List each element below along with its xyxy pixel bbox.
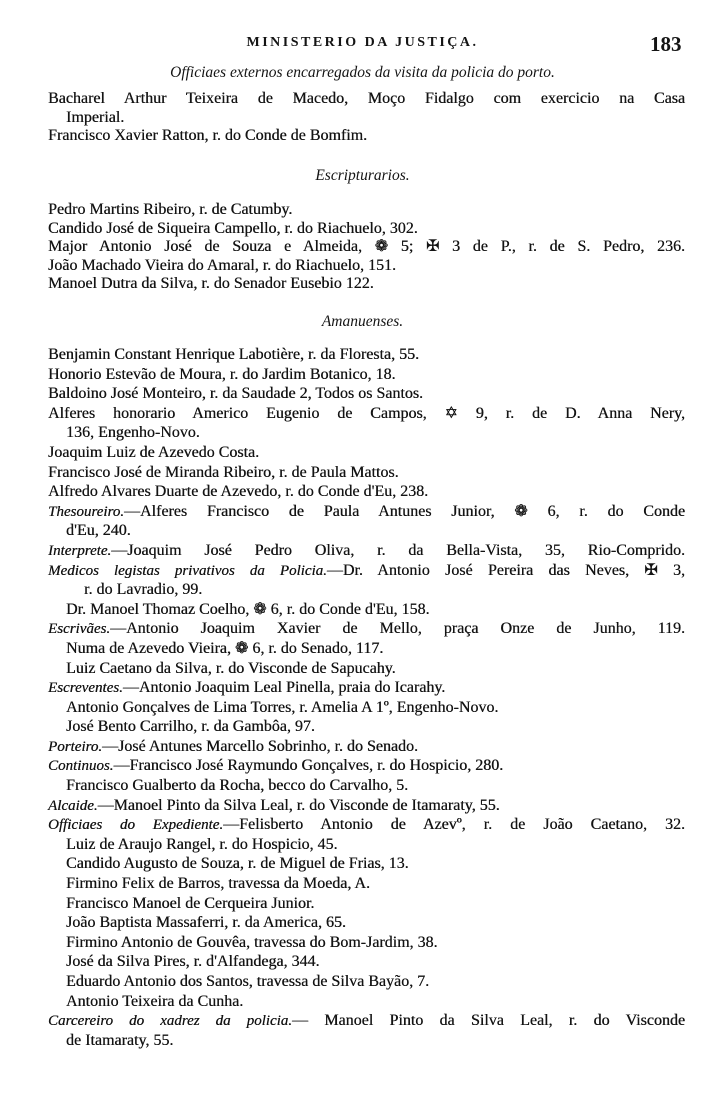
entry-text: Alferes honorario Americo Eugenio de Campos, ✡ 9, r. de D. Anna Nery, xyxy=(48,404,685,422)
entry-line: Candido José de Siqueira Campello, r. do Riachuelo, 302. xyxy=(48,219,418,237)
entry-line xyxy=(48,345,685,365)
entry-line xyxy=(48,580,685,600)
entry-line xyxy=(48,384,685,404)
entry-line xyxy=(48,756,685,776)
entry-role-label: Alcaide. xyxy=(48,797,98,814)
entry-text: Francisco José de Miranda Ribeiro, r. de Paula Mattos. xyxy=(48,463,399,481)
entry-role-label: Continuos. xyxy=(48,758,114,775)
entry-line xyxy=(48,639,685,659)
entry-line xyxy=(48,698,685,718)
entry-line: Manoel Dutra da Silva, r. do Senador Eusebio 122. xyxy=(48,275,374,292)
entry-line xyxy=(48,737,685,757)
entry-text: r. do Lavradio, 99. xyxy=(84,581,203,599)
entry-text: Antonio Gonçalves de Lima Torres, r. Amelia A 1º, Engenho-Novo. xyxy=(66,698,499,716)
entry-text: José da Silva Pires, r. d'Alfandega, 344. xyxy=(66,953,320,971)
entry-role-label: Escrivães. xyxy=(48,621,111,638)
entry-text: Francisco Gualberto da Rocha, becco do Carvalho, 5. xyxy=(66,777,409,795)
entry-line xyxy=(48,933,685,953)
entry-line xyxy=(48,423,685,443)
entry-line xyxy=(48,1031,685,1051)
entry-line xyxy=(48,659,685,679)
entry-line xyxy=(48,404,685,424)
entry-line xyxy=(48,894,685,914)
section-officiaes-externos xyxy=(48,90,685,146)
entry-text: —Alferes Francisco de Paula Antunes Junior, ❁ 6, r. do Conde xyxy=(123,502,685,520)
entry-line xyxy=(48,796,685,816)
entry-line xyxy=(48,874,685,894)
entry-text: Alfredo Alvares Duarte de Azevedo, r. do Conde d'Eu, 238. xyxy=(48,483,429,501)
entry-line: Pedro Martins Ribeiro, r. de Catumby. xyxy=(48,201,293,218)
entry-line xyxy=(48,443,685,463)
entry-role-label: Porteiro. xyxy=(48,738,103,755)
entry-role-label: Interprete. xyxy=(48,542,112,559)
section-heading-officiaes-externos: Officiaes externos encarregados da visita da policia do porto. xyxy=(170,64,555,81)
entry-text: — Manoel Pinto da Silva Leal, r. do Visconde xyxy=(291,1012,685,1030)
entry-line xyxy=(48,776,685,796)
entry-line xyxy=(48,561,685,581)
entry-text: Honorio Estevão de Moura, r. do Jardim Botanico, 18. xyxy=(48,365,396,383)
entry-line xyxy=(48,854,685,874)
section-heading-escripturarios: Escripturarios. xyxy=(315,167,410,184)
section-amanuenses xyxy=(48,345,685,1050)
entry-line: Major Antonio José de Souza e Almeida, ❁ 5; ✠ 3 de P., r. de S. Pedro, 236. xyxy=(48,238,685,255)
entry-text: —Antonio Joaquim Leal Pinella, praia do Icarahy. xyxy=(122,679,446,697)
entry-line: Francisco Xavier Ratton, r. do Conde de Bomfim. xyxy=(48,127,368,144)
entry-text: Dr. Manoel Thomaz Coelho, ❁ 6, r. do Conde d'Eu, 158. xyxy=(66,600,430,618)
entry-text: 136, Engenho-Novo. xyxy=(66,424,200,442)
entry-text: Firmino Antonio de Gouvêa, travessa do Bom-Jardim, 38. xyxy=(66,933,438,951)
entry-line xyxy=(48,952,685,972)
entry-text: —Felisberto Antonio de Azevº, r. de João Caetano, 32. xyxy=(223,816,685,834)
entry-text: Numa de Azevedo Vieira, ❁ 6, r. do Senado, 117. xyxy=(66,639,384,657)
entry-text: Eduardo Antonio dos Santos, travessa de Silva Bayão, 7. xyxy=(66,973,430,990)
entry-line xyxy=(48,365,685,385)
entry-line xyxy=(48,717,685,737)
entry-text: d'Eu, 240. xyxy=(66,522,131,540)
entry-role-label: Medicos legistas privativos da Policia. xyxy=(48,562,327,579)
entry-line xyxy=(48,678,685,698)
entry-line xyxy=(48,482,685,502)
entry-role-label: Escreventes. xyxy=(48,680,123,697)
entry-line: Imperial. xyxy=(66,108,125,126)
entry-text: Luiz de Araujo Rangel, r. do Hospicio, 45. xyxy=(66,835,338,853)
entry-text: —Dr. Antonio José Pereira das Neves, ✠ 3, xyxy=(326,561,685,579)
entry-text: Benjamin Constant Henrique Labotière, r. da Floresta, 55. xyxy=(48,346,420,363)
entry-text: —José Antunes Marcello Sobrinho, r. do Senado. xyxy=(102,737,418,755)
entry-text: —Francisco José Raymundo Gonçalves, r. do Hospicio, 280. xyxy=(113,757,504,775)
entry-text: —Joaquim José Pedro Oliva, r. da Bella-Vista, 35, Rio-Comprido. xyxy=(111,541,685,559)
entry-role-label: Carcereiro do xadrez da policia. xyxy=(48,1013,292,1030)
section-heading-amanuenses: Amanuenses. xyxy=(321,313,404,330)
entry-text: Firmino Felix de Barros, travessa da Moeda, A. xyxy=(66,875,370,893)
entry-line xyxy=(48,972,685,992)
entry-line: Bacharel Arthur Teixeira de Macedo, Moço Fidalgo com exercicio na Casa xyxy=(48,90,685,107)
entry-text: Luiz Caetano da Silva, r. do Visconde de Sapucahy. xyxy=(66,659,396,677)
entry-line xyxy=(48,835,685,855)
entry-role-label: Officiaes do Expediente. xyxy=(48,817,224,834)
entry-line xyxy=(48,1011,685,1031)
entry-text: de Itamaraty, 55. xyxy=(66,1031,174,1049)
entry-line xyxy=(48,502,685,522)
entry-text: Francisco Manoel de Cerqueira Junior. xyxy=(66,894,315,912)
entry-text: —Antonio Joaquim Xavier de Mello, praça Onze de Junho, 119. xyxy=(110,620,685,638)
entry-text: João Baptista Massaferri, r. da America, 65. xyxy=(66,914,346,932)
entry-text: José Bento Carrilho, r. da Gambôa, 97. xyxy=(66,718,315,736)
entry-line xyxy=(48,913,685,933)
entry-line xyxy=(48,992,685,1012)
entry-text: Antonio Teixeira da Cunha. xyxy=(66,992,244,1010)
entry-line xyxy=(48,619,685,639)
entry-line xyxy=(48,463,685,483)
entry-line: João Machado Vieira do Amaral, r. do Riachuelo, 151. xyxy=(48,256,396,274)
entry-line xyxy=(48,600,685,620)
section-escripturarios xyxy=(48,201,685,294)
entry-line xyxy=(48,815,685,835)
entry-text: Candido Augusto de Souza, r. de Miguel de Frias, 13. xyxy=(66,855,409,873)
page-number: 183 xyxy=(650,32,682,56)
entry-line xyxy=(48,521,685,541)
entry-text: Baldoino José Monteiro, r. da Saudade 2, Todos os Santos. xyxy=(48,385,424,403)
entry-text: —Manoel Pinto da Silva Leal, r. do Visconde de Itamaraty, 55. xyxy=(97,796,500,814)
entry-text: Joaquim Luiz de Azevedo Costa. xyxy=(48,443,260,461)
entry-line xyxy=(48,541,685,561)
running-header: MINISTERIO DA JUSTIÇA. xyxy=(246,35,479,50)
entry-role-label: Thesoureiro. xyxy=(48,503,124,520)
